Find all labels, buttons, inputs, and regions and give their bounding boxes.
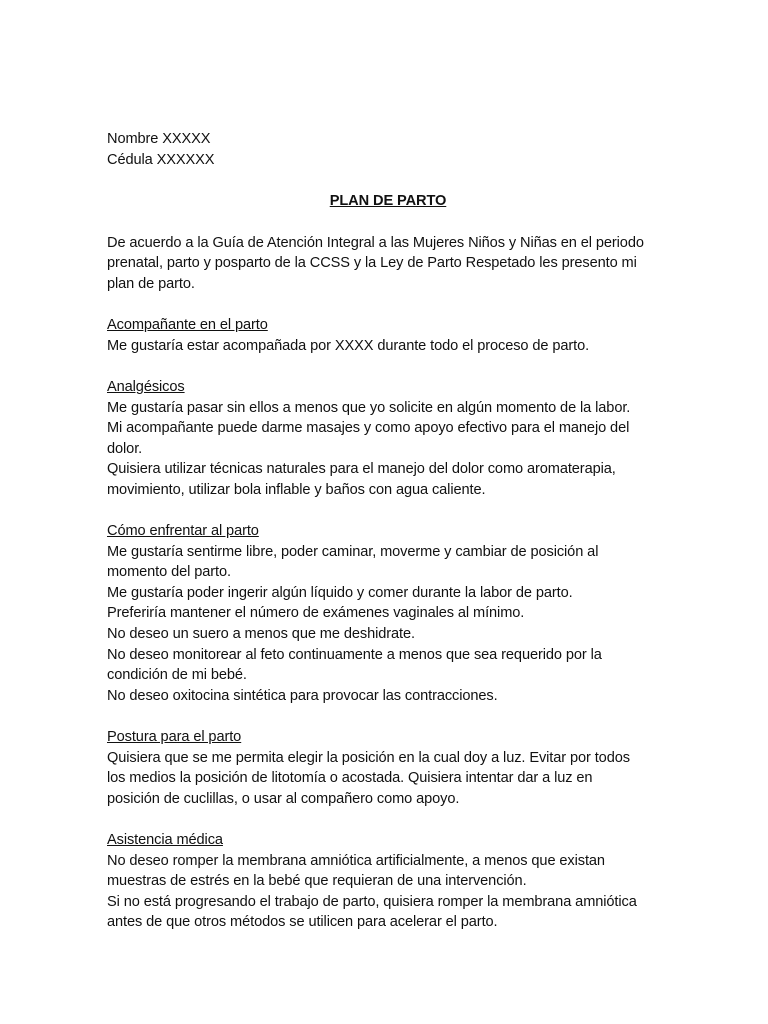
intro-line: plan de parto.	[107, 275, 195, 292]
name-line: Nombre XXXXX	[107, 131, 211, 147]
section-line: Me gustaría sentirme libre, poder caminar, moverme y cambiar de posición al	[107, 543, 599, 560]
section-como-enfrentar	[107, 521, 677, 706]
section-line: posición de cuclillas, o usar al compañero como apoyo.	[107, 790, 460, 807]
section-line: Me gustaría estar acompañada por XXXX durante todo el proceso de parto.	[107, 337, 590, 354]
intro-line: De acuerdo a la Guía de Atención Integral a las Mujeres Niños y Niñas en el periodo	[107, 234, 644, 251]
section-line: Si no está progresando el trabajo de parto, quisiera romper la membrana amniótica	[107, 893, 637, 910]
section-line: dolor.	[107, 440, 143, 457]
section-asistencia	[107, 830, 677, 933]
section-heading: Cómo enfrentar al parto	[107, 523, 259, 540]
section-heading: Analgésicos	[107, 378, 185, 395]
section-line: No deseo romper la membrana amniótica artificialmente, a menos que existan	[107, 852, 605, 869]
section-line: antes de que otros métodos se utilicen para acelerar el parto.	[107, 914, 498, 931]
intro-line: prenatal, parto y posparto de la CCSS y la Ley de Parto Respetado les presento mi	[107, 255, 637, 272]
section-line: momento del parto.	[107, 564, 231, 581]
section-line: muestras de estrés en la bebé que requieran de una intervención.	[107, 873, 527, 890]
section-line: los medios la posición de litotomía o acostada. Quisiera intentar dar a luz en	[107, 770, 593, 787]
section-line: Quisiera utilizar técnicas naturales para el manejo del dolor como aromaterapia,	[107, 461, 616, 478]
section-line: Quisiera que se me permita elegir la posición en la cual doy a luz. Evitar por todos	[107, 749, 630, 766]
section-analgesicos	[107, 377, 677, 501]
section-line: Me gustaría poder ingerir algún líquido y comer durante la labor de parto.	[107, 584, 573, 601]
section-line: No deseo oxitocina sintética para provocar las contracciones.	[107, 687, 498, 704]
section-line: No deseo un suero a menos que me deshidrate.	[107, 626, 415, 643]
id-line: Cédula XXXXXX	[107, 151, 215, 168]
section-line: Mi acompañante puede darme masajes y como apoyo efectivo para el manejo del	[107, 420, 630, 437]
section-line: No deseo monitorear al feto continuamente a menos que sea requerido por la	[107, 646, 602, 663]
section-line: movimiento, utilizar bola inflable y baños con agua caliente.	[107, 481, 486, 498]
section-line: Preferiría mantener el número de exámenes vaginales al mínimo.	[107, 605, 525, 622]
section-acompanante	[107, 315, 677, 356]
intro-paragraph	[107, 233, 677, 295]
document-page	[107, 129, 677, 933]
section-line: condición de mi bebé.	[107, 667, 247, 684]
document-title: PLAN DE PARTO	[329, 193, 447, 210]
section-heading: Asistencia médica	[107, 832, 223, 848]
section-line: Me gustaría pasar sin ellos a menos que yo solicite en algún momento de la labor.	[107, 399, 631, 416]
section-heading: Acompañante en el parto	[107, 317, 268, 334]
section-heading: Postura para el parto	[107, 729, 242, 746]
section-postura	[107, 727, 677, 809]
